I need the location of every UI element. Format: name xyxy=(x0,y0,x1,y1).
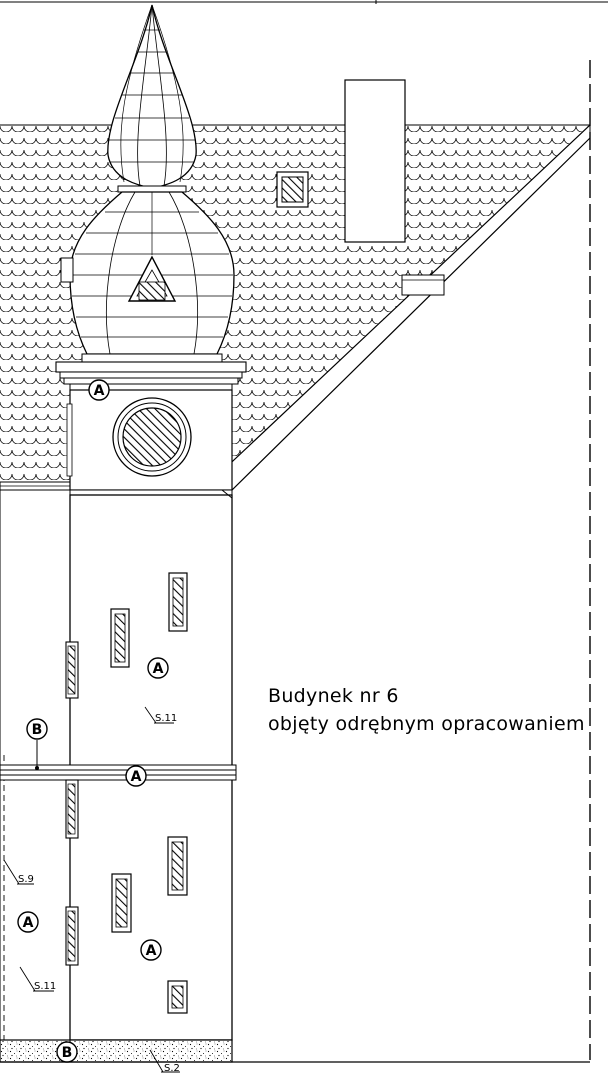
building-note xyxy=(268,685,585,735)
marker-label: B xyxy=(31,722,43,738)
tower-window xyxy=(66,780,78,838)
roof-window xyxy=(277,172,308,207)
tower-base-cornice xyxy=(70,490,232,495)
marker-a xyxy=(126,766,146,786)
chimney xyxy=(345,80,405,242)
section-ref-label: S.2 xyxy=(164,1063,180,1074)
marker-b xyxy=(57,1042,77,1062)
marker-label: A xyxy=(145,943,157,959)
tower-window xyxy=(112,874,131,932)
marker-a xyxy=(89,380,109,400)
section-ref-label: S.11 xyxy=(34,981,57,992)
marker-a xyxy=(141,940,161,960)
marker-label: B xyxy=(61,1045,73,1061)
tower-cornice xyxy=(56,354,246,390)
marker-a xyxy=(148,658,168,678)
marker-label: A xyxy=(93,383,105,399)
marker-label: A xyxy=(130,769,142,785)
marker-label: A xyxy=(152,661,164,677)
tower-window xyxy=(169,573,187,631)
section-ref-label: S.11 xyxy=(155,713,178,724)
marker-a xyxy=(18,912,38,932)
tower-window xyxy=(168,981,187,1013)
stone-plinth xyxy=(0,1040,590,1062)
tower-window xyxy=(66,907,78,965)
note-line-2: objęty odrębnym opracowaniem xyxy=(268,713,585,735)
tower-window xyxy=(168,837,187,895)
section-ref-label: S.9 xyxy=(18,874,34,885)
round-window xyxy=(113,398,191,476)
tower-window xyxy=(66,642,78,698)
top-frame-line xyxy=(0,0,608,4)
note-line-1: Budynek nr 6 xyxy=(268,685,399,707)
marker-label: A xyxy=(22,915,34,931)
tower-window xyxy=(111,609,129,667)
roof-vent xyxy=(402,275,444,295)
